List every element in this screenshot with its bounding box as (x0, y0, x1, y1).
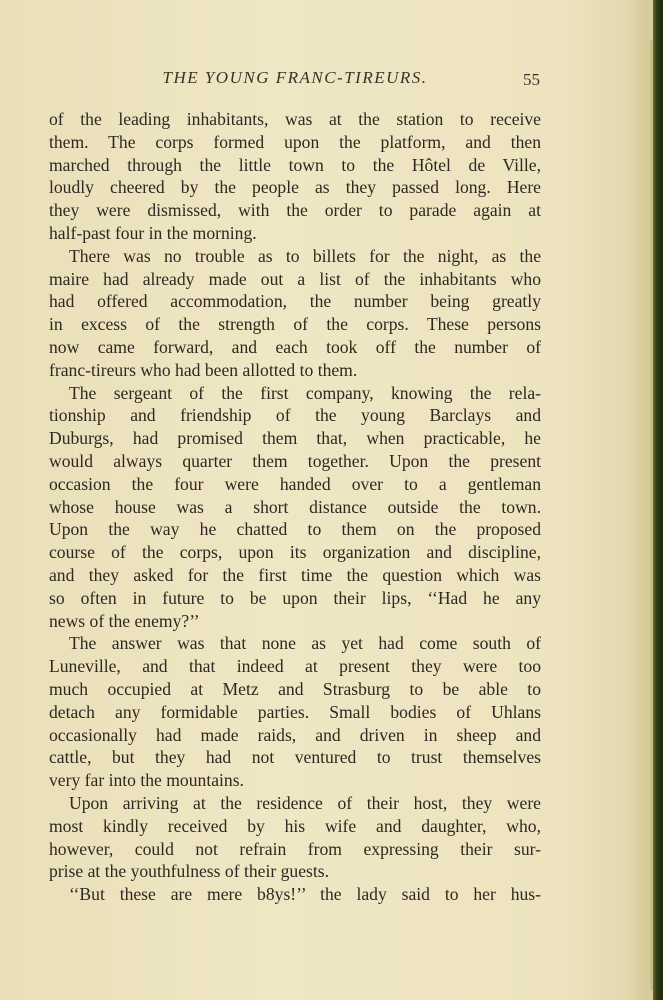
text-line: them. The corps formed upon the platform, and then (49, 131, 541, 152)
text-line: so often in future to be upon their lips, ‘‘Had he any (49, 587, 541, 608)
running-title: THE YOUNG FRANC-TIREURS. (162, 68, 428, 87)
text-line: tionship and friendship of the young Barclays and (49, 405, 541, 426)
text-line: news of the enemy?’’ (49, 610, 200, 631)
text-line: half-past four in the morning. (49, 222, 257, 243)
text-line: There was no trouble as to billets for the night, as the (69, 245, 541, 266)
text-line: ‘‘But these are mere b8ys!’’ the lady said to her hus- (69, 884, 541, 905)
text-line: and they asked for the first time the question which was (49, 564, 541, 585)
text-line: Luneville, and that indeed at present they were too (49, 656, 541, 677)
text-line: however, could not refrain from expressing their sur- (49, 838, 541, 859)
text-line: now came forward, and each took off the number of (49, 336, 541, 357)
text-line: Upon arriving at the residence of their host, they were (69, 792, 541, 813)
text-line: would always quarter them together. Upon the present (49, 450, 541, 471)
text-line: The answer was that none as yet had come south of (69, 633, 541, 654)
text-line: occasion the four were handed over to a gentleman (49, 473, 541, 494)
text-line: they were dismissed, with the order to parade again at (49, 200, 541, 221)
text-line: loudly cheered by the people as they passed long. Here (49, 177, 541, 198)
text-line: occasionally had made raids, and driven in sheep and (49, 724, 541, 745)
text-line: cattle, but they had not ventured to trust themselves (49, 747, 541, 768)
text-line: had offered accommodation, the number being greatly (49, 291, 541, 312)
text-line: franc-tireurs who had been allotted to them. (49, 359, 358, 380)
text-line: very far into the mountains. (49, 770, 244, 791)
text-line: whose house was a short distance outside the town. (49, 496, 541, 517)
text-line: much occupied at Metz and Strasburg to be able to (49, 678, 541, 699)
text-line: course of the corps, upon its organization and discipline, (49, 542, 541, 563)
page-number: 55 (523, 70, 540, 89)
text-line: Duburgs, had promised them that, when practicable, he (49, 428, 541, 449)
text-line: The sergeant of the first company, knowing the rela- (69, 382, 541, 403)
text-line: most kindly received by his wife and daughter, who, (49, 815, 541, 836)
text-line: maire had already made out a list of the inhabitants who (49, 268, 541, 289)
text-line: detach any formidable parties. Small bodies of Uhlans (49, 701, 541, 722)
book-binding-edge (653, 0, 663, 1000)
text-line: Upon the way he chatted to them on the proposed (49, 519, 541, 540)
text-line: prise at the youthfulness of their guests. (49, 861, 329, 882)
text-line: marched through the little town to the Hôtel de Ville, (49, 154, 541, 175)
body-text (49, 108, 541, 906)
text-line: in excess of the strength of the corps. These persons (49, 314, 541, 335)
text-line: of the leading inhabitants, was at the station to receive (49, 109, 541, 129)
page-header (48, 68, 542, 94)
